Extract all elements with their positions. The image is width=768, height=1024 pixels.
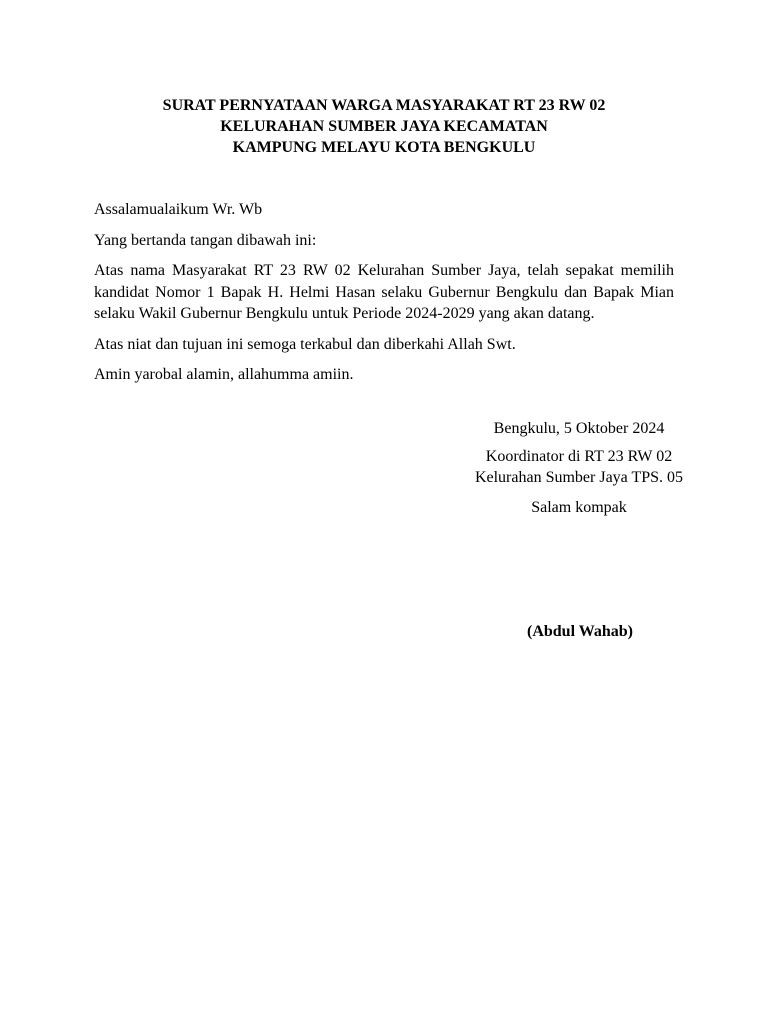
- intro-paragraph: Yang bertanda tangan dibawah ini:: [94, 231, 317, 249]
- closing-paragraph: Amin yarobal alamin, allahumma amiin.: [94, 366, 354, 383]
- role-line-1: Koordinator di RT 23 RW 02: [485, 448, 673, 465]
- title-line-3: KAMPUNG MELAYU KOTA BENGKULU: [232, 139, 536, 156]
- role-line-2: Kelurahan Sumber Jaya TPS. 05: [474, 469, 684, 486]
- statement-paragraph: Atas nama Masyarakat RT 23 RW 02 Kelurahan Sumber Jaya, telah sepakat memilih kandidat Nomor 1 Bapak H. Helmi Hasan selaku Gubernur Bengkulu dan Bapak Mian selaku Wakil Gubernur Bengkulu untuk Periode 2024-2029 yang akan datang.: [94, 262, 674, 322]
- hope-paragraph: Atas niat dan tujuan ini semoga terkabul dan diberkahi Allah Swt.: [94, 335, 516, 353]
- title-line-2: KELURAHAN SUMBER JAYA KECAMATAN: [220, 118, 548, 135]
- letter-body: [94, 199, 674, 395]
- place-date: Bengkulu, 5 Oktober 2024: [493, 420, 665, 437]
- title-line-1: SURAT PERNYATAAN WARGA MASYARAKAT RT 23 RW 02: [162, 97, 606, 114]
- greeting-paragraph: Assalamualaikum Wr. Wb: [94, 201, 263, 218]
- document-title: [94, 95, 674, 158]
- salutation: Salam kompak: [531, 499, 627, 516]
- signer-name: (Abdul Wahab): [527, 623, 633, 640]
